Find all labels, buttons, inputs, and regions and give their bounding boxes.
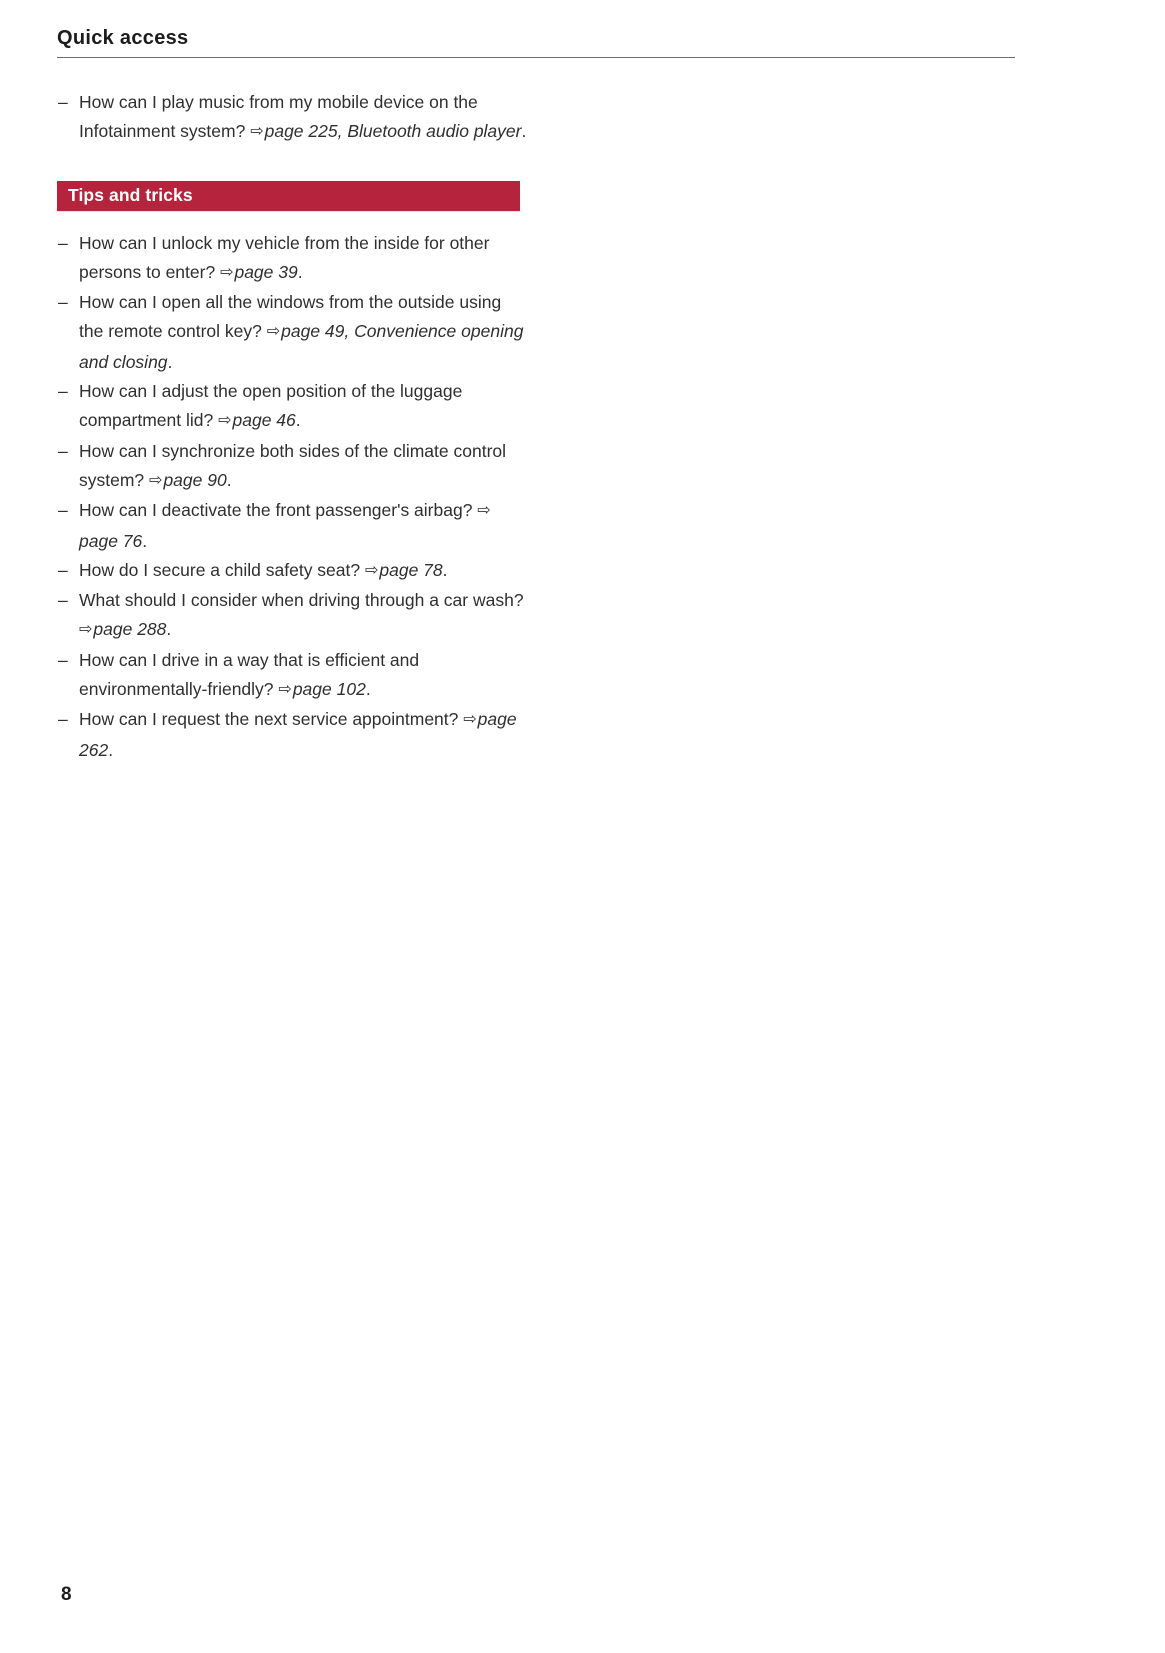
page-cross-reference[interactable]: page 262 — [79, 709, 517, 760]
question-text: How do I secure a child safety seat? — [79, 559, 365, 580]
cross-reference-arrow-icon: ⇨ — [79, 621, 93, 639]
sentence-terminator: . — [108, 739, 114, 760]
cross-reference-arrow-icon: ⇨ — [266, 323, 281, 341]
page-cross-reference[interactable]: page 49, Convenience opening and closing — [79, 321, 524, 372]
question-text: How can I synchronize both sides of the climate control system? — [79, 440, 507, 490]
list-item — [57, 646, 527, 706]
cross-reference-arrow-icon: ⇨ — [477, 502, 491, 520]
cross-reference-arrow-icon: ⇨ — [278, 681, 292, 699]
list-item — [57, 88, 527, 148]
list-item-dash: – — [58, 381, 68, 402]
question-text: How can I open all the windows from the outside using the remote control key? — [79, 292, 502, 342]
intro-block — [57, 88, 527, 148]
sentence-terminator: . — [295, 410, 301, 431]
question-text: What should I consider when driving through a car wash? — [79, 590, 524, 611]
question-text: How can I drive in a way that is efficient and environmentally-friendly? — [79, 649, 420, 700]
cross-reference-arrow-icon: ⇨ — [149, 471, 163, 489]
section-title: Tips and tricks — [68, 184, 193, 205]
page-cross-reference[interactable]: page 39 — [234, 261, 298, 282]
page-cross-reference[interactable]: page 46 — [232, 410, 296, 431]
cross-reference-arrow-icon: ⇨ — [250, 123, 264, 141]
tips-and-tricks-question-list — [57, 229, 527, 765]
list-item — [57, 556, 527, 586]
sentence-terminator: . — [167, 351, 173, 372]
sentence-terminator: . — [442, 559, 448, 580]
list-item-dash: – — [58, 232, 68, 253]
list-item — [57, 377, 527, 437]
list-item — [57, 496, 527, 556]
page-title: Quick access — [57, 27, 189, 49]
page-cross-reference[interactable]: page 102 — [292, 679, 366, 700]
page-header — [57, 26, 1015, 58]
page-cross-reference[interactable]: page 76 — [79, 530, 143, 551]
page-cross-reference[interactable]: page 90 — [163, 469, 227, 490]
list-item-dash: – — [58, 559, 68, 580]
list-item-dash: – — [58, 709, 68, 730]
page-cross-reference[interactable]: page 288 — [93, 619, 167, 640]
intro-question-list — [57, 88, 527, 148]
question-text: How can I unlock my vehicle from the inside for other persons to enter? — [79, 232, 490, 282]
question-text: How can I deactivate the front passenger's airbag? — [79, 500, 478, 521]
cross-reference-arrow-icon: ⇨ — [218, 412, 232, 430]
sentence-terminator: . — [226, 469, 232, 490]
cross-reference-arrow-icon: ⇨ — [364, 561, 379, 579]
list-item — [57, 705, 527, 765]
list-item-dash: – — [58, 92, 68, 112]
question-text: How can I request the next service appointment? — [79, 709, 464, 730]
sentence-terminator: . — [166, 619, 172, 640]
sentence-terminator: . — [297, 261, 303, 282]
page-cross-reference[interactable]: page 225, Bluetooth audio player — [264, 121, 522, 142]
cross-reference-arrow-icon: ⇨ — [220, 263, 234, 281]
page-number: 8 — [61, 1584, 72, 1605]
list-item — [57, 229, 527, 289]
content-column — [57, 88, 527, 765]
header-divider — [57, 57, 1015, 58]
list-item — [57, 586, 527, 646]
sentence-terminator: . — [365, 679, 371, 700]
question-text: How can I adjust the open position of the luggage compartment lid? — [79, 381, 463, 431]
section-header-tips-and-tricks — [57, 181, 520, 211]
page-cross-reference[interactable]: page 78 — [379, 559, 443, 580]
list-item-dash: – — [58, 590, 68, 611]
list-item-dash: – — [58, 440, 68, 461]
sentence-terminator: . — [142, 530, 148, 551]
question-text: How can I play music from my mobile device on the Infotainment system? — [79, 92, 478, 142]
list-item-dash: – — [58, 649, 68, 670]
cross-reference-arrow-icon: ⇨ — [463, 711, 477, 729]
list-item — [57, 288, 527, 377]
list-item — [57, 437, 527, 497]
sentence-terminator: . — [521, 121, 527, 142]
list-item-dash: – — [58, 500, 68, 521]
list-item-dash: – — [58, 292, 68, 313]
